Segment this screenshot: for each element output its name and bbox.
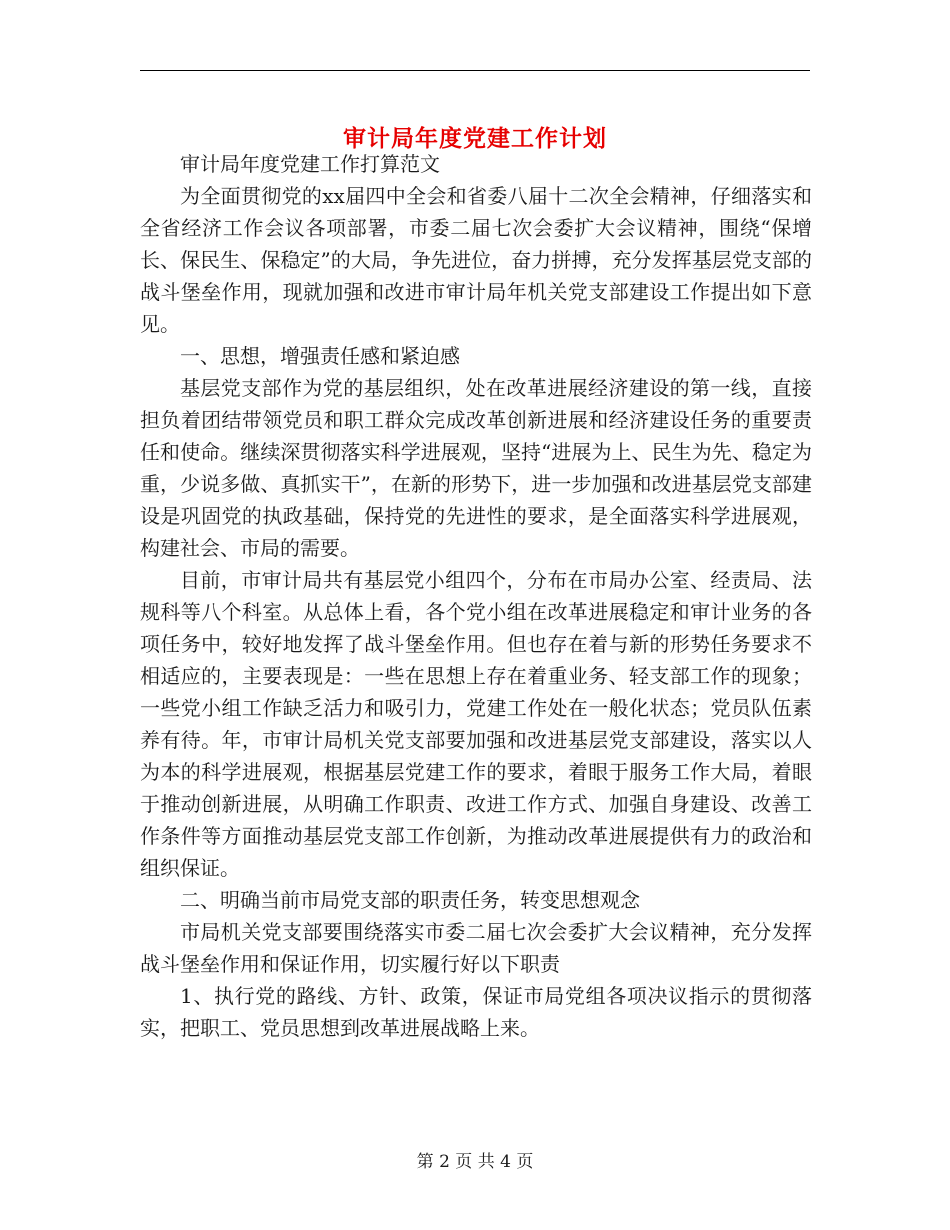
page-number: 第 2 页 共 4 页 [416, 1152, 534, 1172]
header-rule [140, 70, 810, 71]
document-title: 审计局年度党建工作计划 [343, 126, 607, 153]
paragraph-section-1: 基层党支部作为党的基层组织，处在改革进展经济建设的第一线，直接担负着团结带领党员和职工群众完成改革创新进展和经济建设任务的重要责任和使命。继续深贯彻落实科学进展观，坚持“进展为上、民生为先、稳定为重，少说多做、真抓实干”，在新的形势下，进一步加强和改进基层党支部建设是巩固党的执政基础，保持党的先进性的要求，是全面落实科学进展观，构建社会、市局的需要。 [140, 376, 812, 560]
paragraph-duty-1: 1、执行党的路线、方针、政策，保证市局党组各项决议指示的贯彻落实，把职工、党员思想到改革进展战略上来。 [140, 984, 812, 1040]
document-body [140, 148, 812, 1044]
section-heading-1: 一、思想，增强责任感和紧迫感 [180, 344, 460, 368]
paragraph-intro: 为全面贯彻党的xx届四中全会和省委八届十二次全会精神，仔细落实和全省经济工作会议各项部署，市委二届七次会委扩大会议精神，围绕“保增长、保民生、保稳定”的大局，争先进位，奋力拼搏，充分发挥基层党支部的战斗堡垒作用，现就加强和改进市审计局年机关党支部建设工作提出如下意见。 [140, 184, 812, 336]
paragraph-section-2: 市局机关党支部要围绕落实市委二届七次会委扩大会议精神，充分发挥战斗堡垒作用和保证作用，切实履行好以下职责 [140, 920, 812, 976]
paragraph-current-status: 目前，市审计局共有基层党小组四个，分布在市局办公室、经责局、法规科等八个科室。从总体上看，各个党小组在改革进展稳定和审计业务的各项任务中，较好地发挥了战斗堡垒作用。但也存在着与新的形势任务要求不相适应的，主要表现是：一些在思想上存在着重业务、轻支部工作的现象；一些党小组工作缺乏活力和吸引力，党建工作处在一般化状态；党员队伍素养有待。年，市审计局机关党支部要加强和改进基层党支部建设，落实以人为本的科学进展观，根据基层党建工作的要求，着眼于服务工作大局，着眼于推动创新进展，从明确工作职责、改进工作方式、加强自身建设、改善工作条件等方面推动基层党支部工作创新，为推动改革进展提供有力的政治和组织保证。 [140, 568, 812, 880]
section-heading-2: 二、明确当前市局党支部的职责任务，转变思想观念 [180, 888, 640, 912]
paragraph-subtitle: 审计局年度党建工作打算范文 [180, 152, 440, 176]
